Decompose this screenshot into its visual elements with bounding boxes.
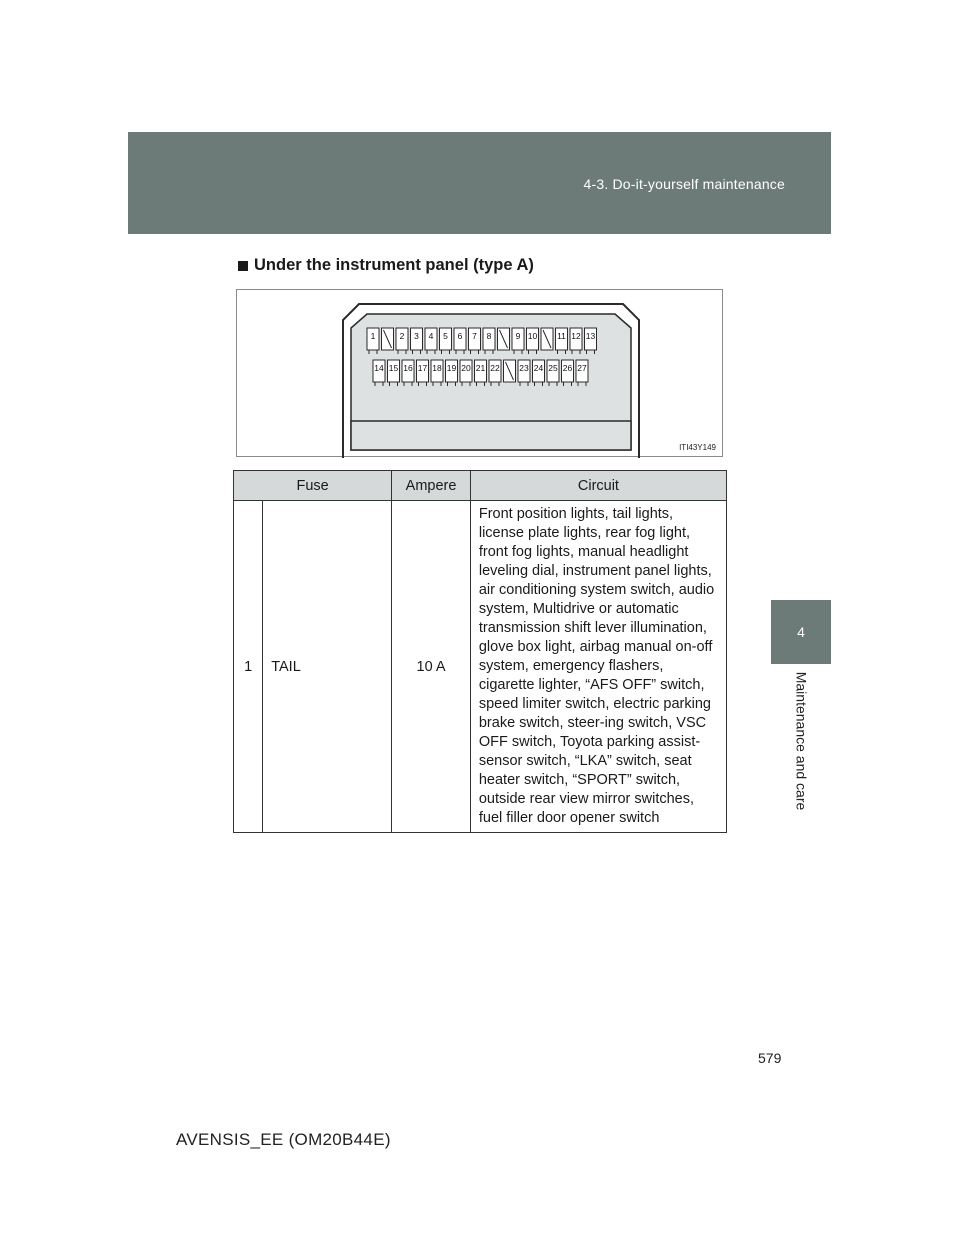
fuse-slot-label: 1 [370,331,376,341]
fuse-slot-label: 18 [432,363,442,373]
figure-code: ITI43Y149 [679,443,716,452]
fuse-slot [440,328,452,354]
fuse-slot [446,360,458,386]
housing-bottom-strip [351,421,631,450]
page-number: 579 [758,1050,782,1066]
fuse-slot [576,360,588,386]
fuse-slot-label: 20 [461,363,471,373]
fuse-slot [431,360,443,386]
fuse-slot-label: 12 [571,331,581,341]
square-bullet-icon [238,261,248,271]
fuse-slot-label: 4 [428,331,434,341]
header-fuse: Fuse [234,471,392,501]
fuse-slot [411,328,423,354]
fuse-slot-label: 25 [548,363,558,373]
fuse-number: 1 [234,501,263,833]
fuse-slot-label: 11 [557,331,566,341]
fuse-slot-label: 16 [403,363,413,373]
fuse-slot-label: 17 [417,363,428,373]
fuse-slot [562,360,574,386]
fuse-slot-label: 19 [446,363,457,373]
fuse-slot-blank [498,328,510,350]
chapter-tab-number[interactable]: 4 [771,600,831,664]
fuse-slot [570,328,582,354]
fuse-slot [417,360,429,386]
section-title: 4-3. Do-it-yourself maintenance [583,176,785,192]
fuse-slot [512,328,524,354]
header-band [128,132,831,234]
fuse-slot-label: 15 [388,363,399,373]
fuse-slot-label: 3 [414,331,419,341]
fuse-slot [483,328,495,354]
fuse-slot [518,360,530,386]
fuse-slot [527,328,539,354]
fuse-box-figure [236,289,723,457]
fuse-circuit: Front position lights, tail lights, license plate lights, rear fog light, front fog lights, manual headlight leveling dial, instrument panel lights, air conditioning system switch, audio system, Multidrive or automatic transmission shift lever illumination, glove box light, airbag manual on-off system, emergency flashers, cigarette lighter, “AFS OFF” switch, speed limiter switch, electric parking brake switch, steer-ing switch, VSC OFF switch, Toyota parking assist-sensor switch, “LKA” switch, seat heater switch, “SPORT” switch, outside rear view mirror switches, fuel filler door opener switch [470,501,726,833]
fuse-slot [373,360,385,386]
header-circuit: Circuit [470,471,726,501]
fuse-slot-blank [504,360,516,382]
fuse-slot-label: 21 [475,363,486,373]
chapter-tab-label-wrap [771,666,831,816]
fuse-slot [533,360,545,386]
fuse-slot-blank [541,328,553,350]
fuse-slot [396,328,408,354]
fuse-slot-label: 10 [527,331,538,341]
fuse-slot-label: 5 [443,331,448,341]
fuse-ampere: 10 A [392,501,471,833]
fuse-slot-label: 6 [457,331,463,341]
fuse-slot [489,360,501,386]
fuse-slot [402,360,414,386]
fuse-name: TAIL [263,501,392,833]
fuse-table [233,470,727,833]
fuse-slot [547,360,559,386]
fuse-slot-label: 2 [399,331,405,341]
fuse-slot-label: 27 [577,363,587,373]
fuse-slot-label: 24 [533,363,544,373]
heading-text: Under the instrument panel (type A) [254,256,534,274]
fuse-slot-label: 22 [490,363,500,373]
fuse-slot [556,328,568,354]
table-row [234,501,727,833]
section-heading [238,256,534,275]
table-header-row [234,471,727,501]
fuse-slot-label: 23 [519,363,529,373]
fuse-slot [469,328,481,354]
fuse-slot-blank [382,328,394,350]
fuse-slot [460,360,472,386]
fuse-slot-label: 14 [374,363,384,373]
fuse-slot-label: 13 [585,331,596,341]
fuse-slot [388,360,400,386]
chapter-tab-label: Maintenance and care [793,671,810,811]
header-ampere: Ampere [392,471,471,501]
fuse-slot [425,328,437,354]
fuse-box-diagram [237,290,724,458]
fuse-slot-label: 26 [562,363,573,373]
fuse-slot [367,328,379,354]
fuse-slot-label: 7 [472,331,477,341]
fuse-slot [475,360,487,386]
fuse-slot [454,328,466,354]
fuse-slot [585,328,597,354]
footer-code: AVENSIS_EE (OM20B44E) [176,1130,391,1149]
fuse-slot-label: 9 [515,331,521,341]
fuse-slot-label: 8 [486,331,492,341]
